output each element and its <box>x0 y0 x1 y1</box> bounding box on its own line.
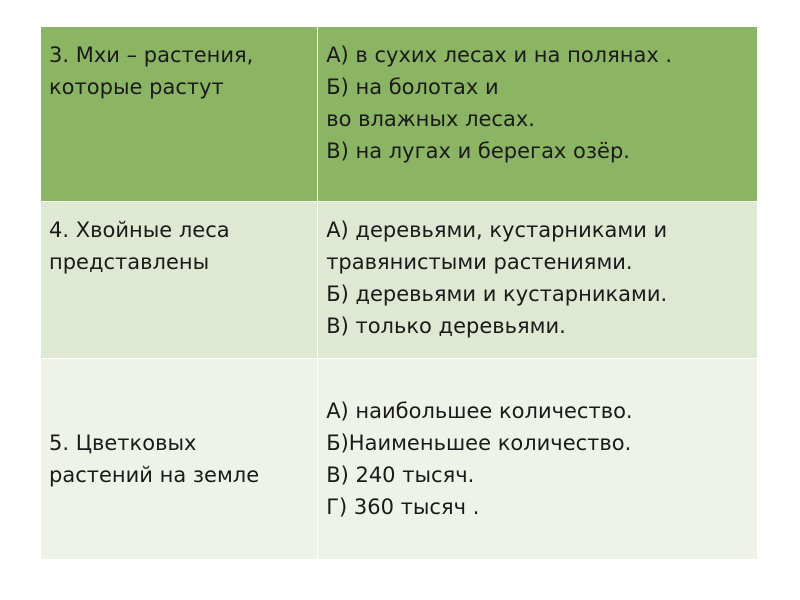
question-line: 4. Хвойные леса <box>49 218 230 242</box>
answer-option: В) только деревьями. <box>326 314 566 338</box>
question-cell <box>41 27 318 202</box>
answer-option: Б)Наименьшее количество. <box>326 431 632 455</box>
answer-option: А) наибольшее количество. <box>326 399 633 423</box>
answer-option: Г) 360 тысяч . <box>326 495 480 519</box>
answer-option: во влажных лесах. <box>326 107 535 131</box>
quiz-table <box>40 26 758 560</box>
answer-option: Б) деревьями и кустарниками. <box>326 282 668 306</box>
question-line: 3. Мхи – растения, <box>49 43 254 67</box>
question-line: растений на земле <box>49 463 260 487</box>
question-line: 5. Цветковых <box>49 431 197 455</box>
answer-option: А) деревьями, кустарниками и <box>326 218 668 242</box>
answer-option: В) 240 тысяч. <box>326 463 475 487</box>
answers-cell <box>318 27 758 202</box>
answers-cell <box>318 359 758 560</box>
table-row <box>41 202 758 359</box>
answer-option: А) в сухих лесах и на полянах . <box>326 43 673 67</box>
answer-option: Б) на болотах и <box>326 75 499 99</box>
answer-option: травянистыми растениями. <box>326 250 633 274</box>
answers-cell <box>318 202 758 359</box>
question-line: которые растут <box>49 75 224 99</box>
question-cell <box>41 202 318 359</box>
table-row <box>41 359 758 560</box>
question-line: представлены <box>49 250 210 274</box>
answer-option: В) на лугах и берегах озёр. <box>326 139 630 163</box>
table-row <box>41 27 758 202</box>
question-cell <box>41 359 318 560</box>
